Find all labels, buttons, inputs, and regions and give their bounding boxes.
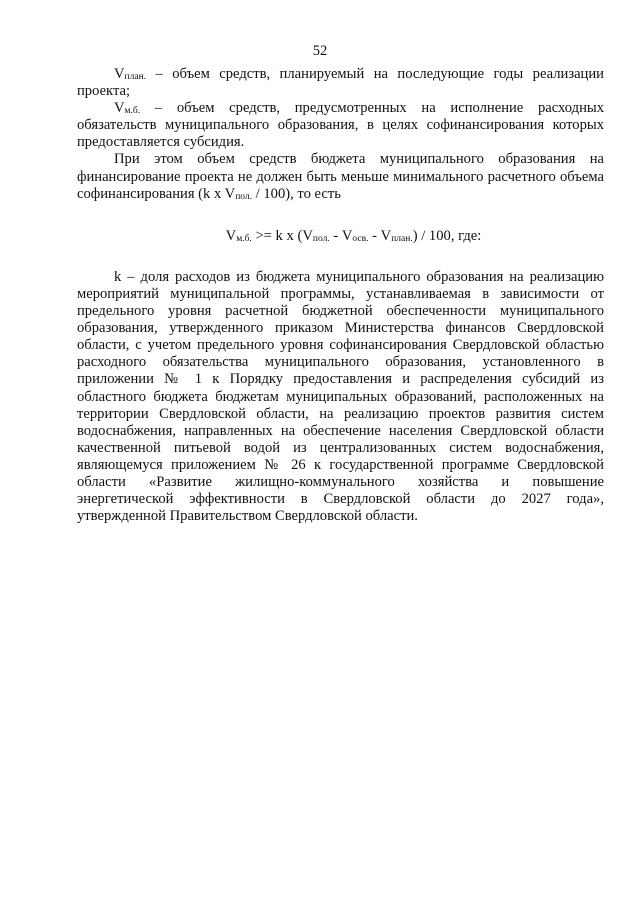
condition-text-after: / 100), то есть (252, 185, 341, 202)
formula-minus-2: - (368, 227, 381, 244)
v-mb-subscript: м.б. (124, 106, 141, 117)
k-definition: k – доля расходов из бюджета муниципального образования на реализацию мероприятий муниципальной программы, устанавливаемая в зависимости от предельного уровня расчетной бюджетной обеспеченности муниципального образования, утвержденного приказом Министерства финансов Свердловской области, с учетом предельного уровня софинансирования Свердловской областью расходного обязательства муниципального образования, установленного в приложении № 1 к Порядку предоставления и распределения субсидий из областного бюджета бюджетам муниципальных образований, расположенных на территории Свердловской области, на реализацию проектов развития систем водоснабжения, направленных на обеспечение населения Свердловской области качественной питьевой водой из централизованных систем водоснабжения, являющемуся приложением № 26 к государственной программе Свердловской области «Развитие жилищно-коммунального хозяйства и повышение энергетической эффективности в Свердловской области до 2027 года», утвержденной Правительством Свердловской области. (77, 268, 604, 525)
formula-term3-symbol: V (380, 227, 392, 244)
definition-v-mb (77, 100, 604, 151)
formula-term1-symbol: V (302, 227, 313, 244)
definition-v-plan (77, 66, 604, 100)
formula-term2-subscript: осв. (352, 233, 369, 244)
formula-lhs-symbol: V (225, 227, 237, 244)
formula-term1-subscript: пол. (312, 233, 330, 244)
v-plan-text: – объем средств, планируемый на последующие годы реализации проекта; (77, 66, 604, 100)
formula-term3-subscript: план. (391, 233, 413, 244)
v-mb-symbol: V (114, 100, 125, 117)
formula-term2-symbol: V (341, 227, 353, 244)
v-plan-subscript: план. (124, 72, 147, 82)
document-body (77, 66, 604, 525)
cofinancing-condition (77, 151, 604, 202)
formula-lhs-subscript: м.б. (236, 233, 252, 244)
v-mb-text: – объем средств, предусмотренных на исполнение расходных обязательств муниципального образования, в целях софинансирования которых предоставляется субсидия. (77, 100, 604, 151)
formula-tail: ) / 100, где: (412, 227, 482, 244)
condition-text-before: При этом объем средств бюджета муниципального образования на финансирование проекта не должен быть меньше минимального расчетного объема софинансирования (k x V (77, 151, 604, 202)
formula-minus-1: - (329, 227, 342, 244)
formula-operator: >= k x ( (251, 227, 303, 244)
condition-subscript: пол. (235, 191, 253, 202)
v-plan-symbol: V (114, 66, 125, 82)
page-number: 52 (312, 43, 328, 59)
formula (77, 228, 604, 245)
